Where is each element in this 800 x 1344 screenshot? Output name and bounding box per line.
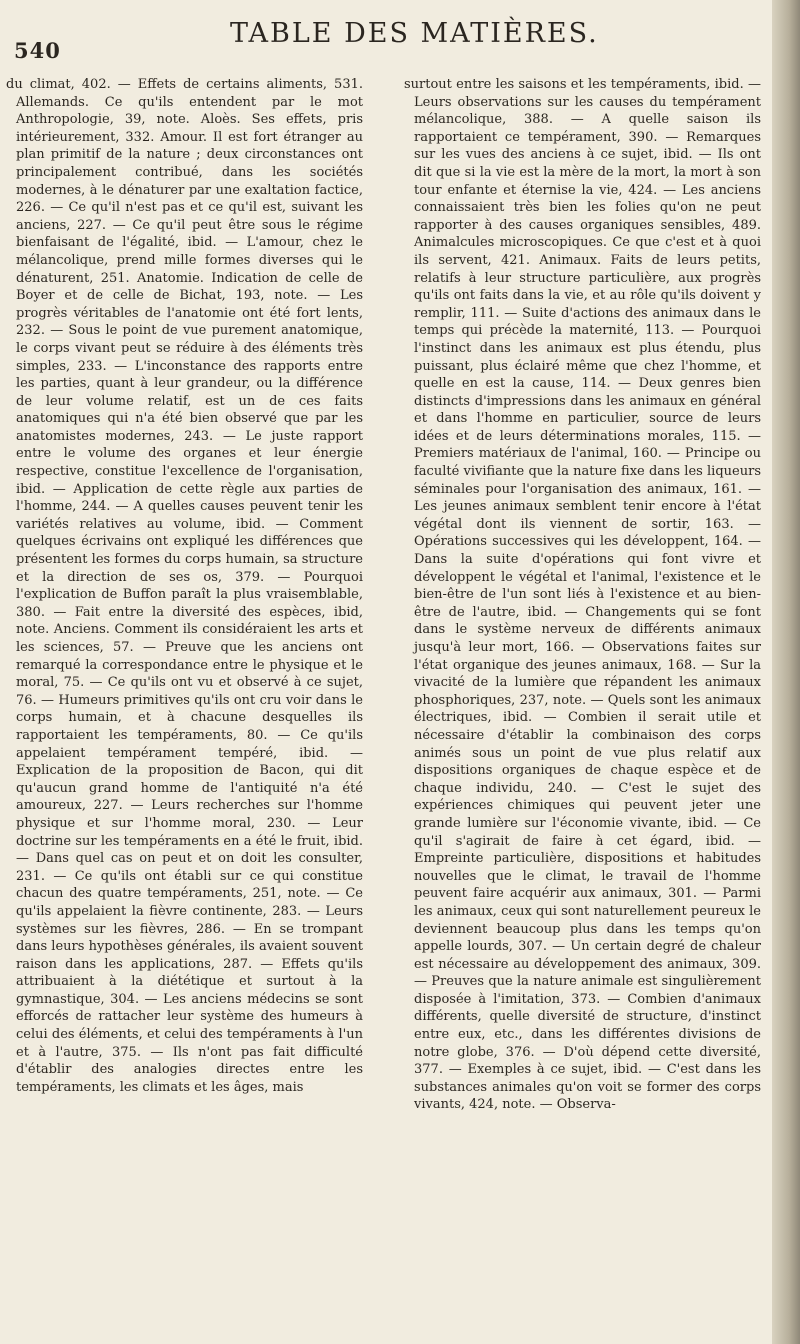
index-text-left: du climat, 402. — Effets de certains aliments, 531. Allemands. Ce qu'ils entendent par le mot Anthropologie, 39, note. Aloès. Ses effets, pris intérieurement, 332. Amour. Il est fort étranger au plan primitif de la nature ; deux circonstances ont principalement contribué, dans les sociétés modernes, à le dénaturer par une exaltation factice, 226. — Ce qu'il n'est pas et ce qu'il est, suivant les anciens, 227. — Ce qu'il peut être sous le régime bienfaisant de l'égalité, ibid. — L'amour, chez le mélancolique, prend mille formes diverses qui le dénaturent, 251. Anatomie. Indication de celle de Boyer et de celle de Bichat, 193, note. — Les progrès véritables de l'anatomie ont été fort lents, 232. — Sous le point de vue purement anatomique, le corps vivant peut se réduire à des éléments très simples, 233. — L'inconstance des rapports entre les parties, quant à leur grandeur, ou la différence de leur volume relatif, est un de ces faits anatomiques qui n'a été bien observé que par les anatomistes modernes, 243. — Le juste rapport entre le volume des organes et leur énergie respective, constitue l'excellence de l'organisation, ibid. — Application de cette règle aux parties de l'homme, 244. — A quelles causes peuvent tenir les variétés relatives au volume, ibid. — Comment quelques écrivains ont expliqué les différences que présentent les formes du corps humain, sa structure et la direction de ses os, 379. — Pourquoi l'explication de Buffon paraît la plus vraisemblable, 380. — Fait entre la diversité des espèces, ibid, note. Anciens. Comment ils considéraient les arts et les sciences, 57. — Preuve que les anciens ont remarqué la correspondance entre le physique et le moral, 75. — Ce qu'ils ont vu et observé à ce sujet, 76. — Humeurs primitives qu'ils ont cru voir dans le corps humain, et à chacune desquelles ils rapportaient les tempéraments, 80. — Ce qu'ils appelaient tempérament tempéré, ibid. — Explication de la proposition de Bacon, qui dit qu'aucun grand homme de l'antiquité n'a été amoureux, 227. — Leurs recherches sur l'homme physique et sur l'homme moral, 230. — Leur doctrine sur les tempéraments en a été le fruit, ibid. — Dans quel cas on peut et on doit les consulter, 231. — Ce qu'ils ont établi sur ce qui constitue chacun des quatre tempéraments, 251, note. — Ce qu'ils appelaient la fièvre continente, 283. — Leurs systèmes sur les fièvres, 286. — En se trompant dans leurs hypothèses générales, ils avaient souvent raison dans les applications, 287. — Effets qu'ils attribuaient à la diététique et surtout à la gymnastique, 304. — Les anciens médecins se sont efforcés de rattacher leur système des humeurs à celui des éléments, et celui des tempéraments à l'un et à l'autre, 375. — Ils n'ont pas fait difficulté d'établir des analogies directes entre les tempéraments, les climats et les âges, mais	[6, 77, 363, 1095]
index-column-right	[404, 76, 761, 1114]
column-gutter	[388, 80, 389, 1320]
page-header	[0, 8, 772, 63]
index-column-left	[6, 76, 363, 1096]
page-number: 540	[14, 38, 61, 63]
running-title: TABLE DES MATIÈRES.	[230, 18, 599, 49]
book-spine-edge	[772, 0, 800, 1344]
index-text-right: surtout entre les saisons et les tempéraments, ibid. — Leurs observations sur les causes du tempérament mélancolique, 388. — A quelle saison ils rapportaient ce tempérament, 390. — Remarques sur les vues des anciens à ce sujet, ibid. — Ils ont dit que si la vie est la mère de la mort, la mort à son tour enfante et éternise la vie, 424. — Les anciens connaissaient très bien les folies qu'on ne peut rapporter à des causes organiques sensibles, 489. Animalcules microscopiques. Ce que c'est et à quoi ils servent, 421. Animaux. Faits de leurs petits, relatifs à leur structure particulière, aux progrès qu'ils ont faits dans la vie, et au rôle qu'ils doivent y remplir, 111. — Suite d'actions des animaux dans le temps qui précède la maternité, 113. — Pourquoi l'instinct dans les animaux est plus étendu, plus puissant, plus éclairé même que chez l'homme, et quelle en est la cause, 114. — Deux genres bien distincts d'impressions dans les animaux en général et dans l'homme en particulier, source de leurs idées et de leurs déterminations morales, 115. — Premiers matériaux de l'animal, 160. — Principe ou faculté vivifiante que la nature fixe dans les liqueurs séminales pour l'organisation des animaux, 161. — Les jeunes animaux semblent tenir encore à l'état végétal dont ils viennent de sortir, 163. — Opérations successives qui les développent, 164. — Dans la suite d'opérations qui font vivre et développent le végétal et l'animal, l'existence et le bien-être de l'un sont liés à l'existence et au bien-être de l'autre, ibid. — Changements qui se font dans le système nerveux de différents animaux jusqu'à leur mort, 166. — Observations faites sur l'état organique des jeunes animaux, 168. — Sur la vivacité de la lumière que répandent les animaux phosphoriques, 237, note. — Quels sont les animaux électriques, ibid. — Combien il serait utile et nécessaire d'établir la combinaison des corps animés sous un point de vue plus relatif aux dispositions organiques de chaque espèce et de chaque individu, 240. — C'est le sujet des expériences chimiques qui peuvent jeter une grande lumière sur l'économie vivante, ibid. — Ce qu'il s'agirait de faire à cet égard, ibid. — Empreinte particulière, dispositions et habitudes nouvelles que le climat, le travail de l'homme peuvent faire acquérir aux animaux, 301. — Parmi les animaux, ceux qui sont naturellement peureux le deviennent beaucoup plus dans les temps qu'on appelle lourds, 307. — Un certain degré de chaleur est nécessaire au développement des animaux, 309. — Preuves que la nature animale est singulièrement disposée à l'imitation, 373. — Combien d'animaux différents, quelle diversité de structure, d'instinct entre eux, etc., dans les différentes divisions de notre globe, 376. — D'où dépend cette diversité, 377. — Exemples à ce sujet, ibid. — C'est dans les substances animales qu'on voit se former des corps vivants, 424, note. — Observa-	[404, 77, 761, 1113]
